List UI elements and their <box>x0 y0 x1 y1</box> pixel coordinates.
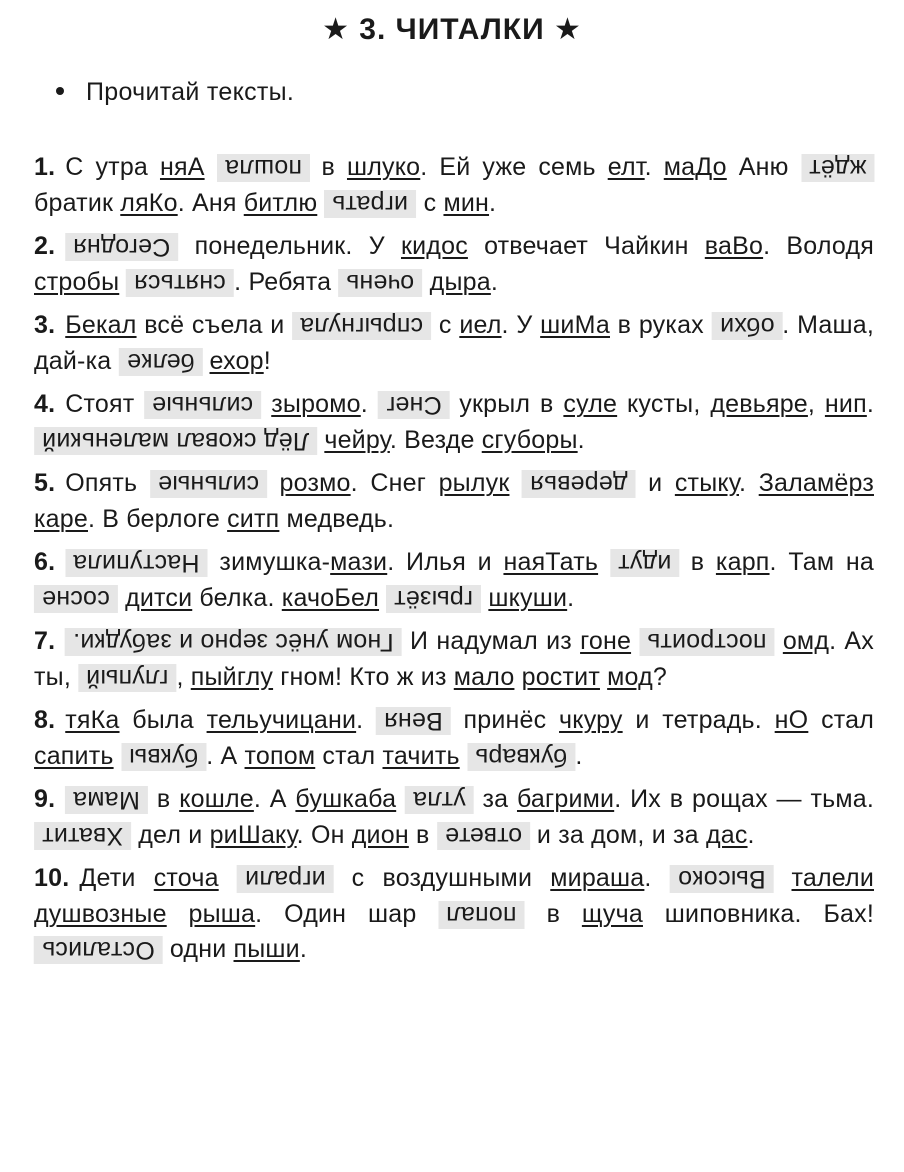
scrambled-word: бушкаба <box>295 785 397 813</box>
plain-text: братик <box>34 188 121 217</box>
plain-text: . <box>489 188 497 217</box>
plain-text: . <box>356 706 377 734</box>
plain-text <box>396 785 405 813</box>
plain-text: . Ей уже семь <box>420 153 608 181</box>
plain-text: шиповника. Бах! <box>642 899 874 928</box>
exercise-paragraph <box>34 782 874 853</box>
scrambled-word: ростит <box>521 662 600 691</box>
plain-text: в <box>524 899 582 928</box>
plain-text: стал <box>315 741 383 770</box>
exercise-number: 3. <box>34 311 56 339</box>
plain-text: , <box>176 662 191 691</box>
flipped-word: сосне <box>34 585 118 613</box>
flipped-word: буквы <box>121 743 206 771</box>
exercise-number: 9. <box>34 785 56 813</box>
scrambled-word: зыромо <box>271 390 361 418</box>
flipped-word: Хватит <box>34 822 131 850</box>
scrambled-word: омд <box>782 627 830 655</box>
flipped-word: сильные <box>150 470 267 498</box>
plain-text: . <box>575 741 583 770</box>
exercise-number: 4. <box>34 390 56 418</box>
plain-text: с воздушными <box>333 864 551 892</box>
scrambled-word: тяКа <box>65 706 120 734</box>
plain-text <box>205 153 217 181</box>
plain-text <box>460 742 467 770</box>
plain-text: С утра <box>65 153 160 181</box>
plain-text: . Он <box>296 820 352 849</box>
exercise-number: 7. <box>34 627 56 655</box>
flipped-word: сильные <box>144 391 261 419</box>
scrambled-word: чейру <box>324 425 390 454</box>
plain-text: медведь. <box>279 504 395 533</box>
plain-text: белка. <box>192 583 282 612</box>
plain-text: . <box>577 425 585 454</box>
scrambled-word: дитси <box>125 583 193 612</box>
plain-text: Опять <box>65 469 150 497</box>
plain-text: всё съела и <box>136 311 293 339</box>
scrambled-word: стыку <box>674 469 739 497</box>
scrambled-word: топом <box>244 741 316 770</box>
flipped-word: букварь <box>467 743 575 771</box>
plain-text: гном! Кто ж из <box>273 662 454 691</box>
exercise-paragraph <box>34 861 874 968</box>
scrambled-word: рылук <box>438 469 510 497</box>
plain-text: . А <box>253 785 296 813</box>
flipped-word: играть <box>324 190 416 218</box>
exercise-paragraph <box>34 150 874 221</box>
plain-text: . У <box>501 311 541 339</box>
scrambled-word: нип <box>824 390 867 418</box>
flipped-word: Высоко <box>670 865 774 893</box>
flipped-word: играли <box>237 865 334 893</box>
scrambled-word: талели <box>791 864 874 892</box>
scrambled-word: пыши <box>233 935 300 963</box>
flipped-word: Мама <box>65 786 148 814</box>
plain-text: и тетрадь. <box>622 706 775 734</box>
scrambled-word: карп <box>715 548 770 576</box>
plain-text: Дети <box>79 864 154 892</box>
exercise-number: 1. <box>34 153 56 181</box>
plain-text: . Володя <box>763 232 874 260</box>
flipped-word: обхи <box>712 312 783 340</box>
plain-text: зимушка- <box>207 548 331 576</box>
plain-text: . <box>299 935 307 963</box>
flipped-word: Гном унёс зерно и забудки. <box>65 628 402 656</box>
scrambled-word: сапить <box>34 741 114 770</box>
scrambled-word: ехор <box>209 346 264 375</box>
scrambled-word: кидос <box>401 232 468 260</box>
scrambled-word: няА <box>159 153 205 181</box>
plain-text: Аню <box>726 153 801 181</box>
scrambled-word: нО <box>774 706 809 734</box>
flipped-word: Сегодня <box>65 233 178 261</box>
exercise-list <box>34 150 874 976</box>
scrambled-word: мало <box>453 662 515 691</box>
plain-text: с <box>416 188 444 217</box>
flipped-word: Остались <box>34 936 163 964</box>
plain-text: . Их в рощах — тьма. <box>614 785 875 813</box>
plain-text: Стоят <box>65 390 145 418</box>
scrambled-word: щуча <box>581 899 643 928</box>
flipped-word: спрыгнула <box>292 312 431 340</box>
exercise-number: 2. <box>34 232 56 260</box>
exercise-number: 6. <box>34 548 56 576</box>
plain-text <box>631 627 639 655</box>
plain-text <box>775 627 783 655</box>
scrambled-word: мин <box>443 188 490 217</box>
flipped-word: утла <box>405 786 474 814</box>
exercise-number: 5. <box>34 469 56 497</box>
plain-text: и за дом, и за <box>529 820 706 849</box>
scrambled-word: наяТать <box>503 548 599 576</box>
plain-text: в <box>679 548 716 576</box>
scrambled-word: ваВо <box>704 232 764 260</box>
scrambled-word: кошле <box>179 785 254 813</box>
scrambled-word: елт <box>607 153 645 181</box>
scrambled-word: ситп <box>227 504 280 533</box>
plain-text <box>514 663 521 691</box>
plain-text: , <box>807 390 825 418</box>
exercise-number: 8. <box>34 706 56 734</box>
plain-text <box>202 347 209 375</box>
plain-text: . <box>866 390 874 418</box>
flipped-word: Снег <box>378 391 450 419</box>
plain-text: . Ребята <box>234 267 339 296</box>
plain-text <box>423 268 430 296</box>
exercise-paragraph <box>34 466 874 537</box>
scrambled-word: пыйглу <box>190 662 274 691</box>
instruction-text: Прочитай тексты. <box>86 78 295 106</box>
scrambled-word: душвозные <box>34 899 167 928</box>
scrambled-word: шлуко <box>346 153 421 181</box>
flipped-word: грызёт <box>386 585 481 613</box>
exercise-paragraph <box>34 545 874 616</box>
scrambled-word: чкуру <box>559 706 623 734</box>
flipped-word: глупый <box>78 664 176 692</box>
plain-text: . А <box>206 741 245 770</box>
exercise-paragraph <box>34 308 874 379</box>
flipped-word: пошла <box>217 154 310 182</box>
scrambled-word: битлю <box>243 188 318 217</box>
plain-text: в <box>408 820 437 849</box>
plain-text: в <box>309 153 347 181</box>
scrambled-word: стробы <box>34 267 120 296</box>
scrambled-word: рыша <box>188 899 256 928</box>
flipped-word: ждёт <box>801 154 874 182</box>
scrambled-word: дас <box>705 820 748 849</box>
flipped-word: деревья <box>522 470 636 498</box>
flipped-word: построить <box>639 628 774 656</box>
flipped-word: белке <box>119 348 203 376</box>
plain-text: . <box>644 864 670 892</box>
scrambled-word: суле <box>563 390 618 418</box>
plain-text <box>219 864 237 892</box>
plain-text: принёс <box>450 706 560 734</box>
plain-text: была <box>119 706 207 734</box>
plain-text: . Аня <box>177 188 244 217</box>
plain-text: дел и <box>131 820 210 849</box>
flipped-word: очень <box>338 269 422 297</box>
plain-text: . Снег <box>350 469 439 497</box>
plain-text: одни <box>162 935 234 963</box>
exercise-paragraph <box>34 624 874 695</box>
exercise-number: 10. <box>34 864 70 892</box>
scrambled-word: Заламёрз <box>758 469 874 497</box>
scrambled-word: мод <box>607 662 653 691</box>
plain-text <box>118 584 125 612</box>
plain-text: ! <box>263 346 271 375</box>
plain-text <box>267 469 280 497</box>
flipped-word: идут <box>610 549 679 577</box>
scrambled-word: розмо <box>279 469 351 497</box>
plain-text: ? <box>652 662 667 691</box>
scrambled-word: дион <box>351 820 409 849</box>
plain-text: стал <box>808 706 875 734</box>
exercise-paragraph <box>34 387 874 458</box>
plain-text: отвечает Чайкин <box>467 232 705 260</box>
scrambled-word: гоне <box>580 627 632 655</box>
instruction <box>56 78 294 107</box>
plain-text: за <box>473 785 517 813</box>
exercise-paragraph <box>34 229 874 300</box>
plain-text: . Ах ты, <box>34 627 874 691</box>
exercise-paragraph <box>34 703 874 774</box>
scrambled-word: тачить <box>382 741 460 770</box>
bullet-icon <box>56 87 64 95</box>
scrambled-word: тельучицани <box>206 706 357 734</box>
plain-text: в руках <box>610 311 712 339</box>
plain-text <box>598 548 610 576</box>
scrambled-word: мази <box>330 548 388 576</box>
plain-text: . Везде <box>389 425 482 454</box>
flipped-word: Лёд сковал маленький <box>34 427 317 455</box>
plain-text: . <box>567 583 575 612</box>
plain-text: . <box>360 390 378 418</box>
plain-text: И надумал из <box>401 627 581 655</box>
plain-text: . Там на <box>769 548 874 576</box>
plain-text: . <box>747 820 755 849</box>
plain-text <box>261 390 271 418</box>
scrambled-word: шиМа <box>540 311 610 339</box>
plain-text: . <box>739 469 759 497</box>
scrambled-word: девьяре <box>710 390 808 418</box>
flipped-word: попал <box>438 901 524 929</box>
scrambled-word: маДо <box>663 153 727 181</box>
scrambled-word: шкуши <box>488 583 568 612</box>
scrambled-word: качоБел <box>281 583 380 612</box>
plain-text <box>773 864 791 892</box>
plain-text <box>509 469 522 497</box>
plain-text: . Один шар <box>255 899 439 928</box>
plain-text: и <box>635 469 675 497</box>
plain-text <box>167 900 189 928</box>
scrambled-word: каре <box>34 504 88 533</box>
plain-text: . <box>490 267 498 296</box>
scrambled-word: дыра <box>429 267 491 296</box>
flipped-word: ответе <box>437 822 530 850</box>
scrambled-word: сгуборы <box>481 425 578 454</box>
plain-text: понедельник. У <box>178 232 401 260</box>
plain-text <box>114 742 121 770</box>
plain-text: . <box>644 153 664 181</box>
page-title: ★ 3. ЧИТАЛКИ ★ <box>322 13 582 46</box>
scrambled-word: ляКо <box>120 188 178 217</box>
plain-text: . Илья и <box>387 548 504 576</box>
plain-text: с <box>431 311 460 339</box>
scrambled-word: сточа <box>153 864 219 892</box>
flipped-word: сняться <box>126 269 234 297</box>
plain-text: кусты, <box>617 390 711 418</box>
scrambled-word: Бекал <box>65 311 137 339</box>
scrambled-word: риШаку <box>209 820 297 849</box>
plain-text: укрыл в <box>449 390 564 418</box>
flipped-word: Веня <box>376 707 451 735</box>
flipped-word: Наступила <box>65 549 207 577</box>
plain-text: в <box>148 785 180 813</box>
scrambled-word: багрими <box>516 785 615 813</box>
plain-text: . Маша, дай-ка <box>34 311 874 375</box>
scrambled-word: иел <box>459 311 502 339</box>
plain-text: . В берлоге <box>88 504 228 533</box>
scrambled-word: мираша <box>550 864 645 892</box>
